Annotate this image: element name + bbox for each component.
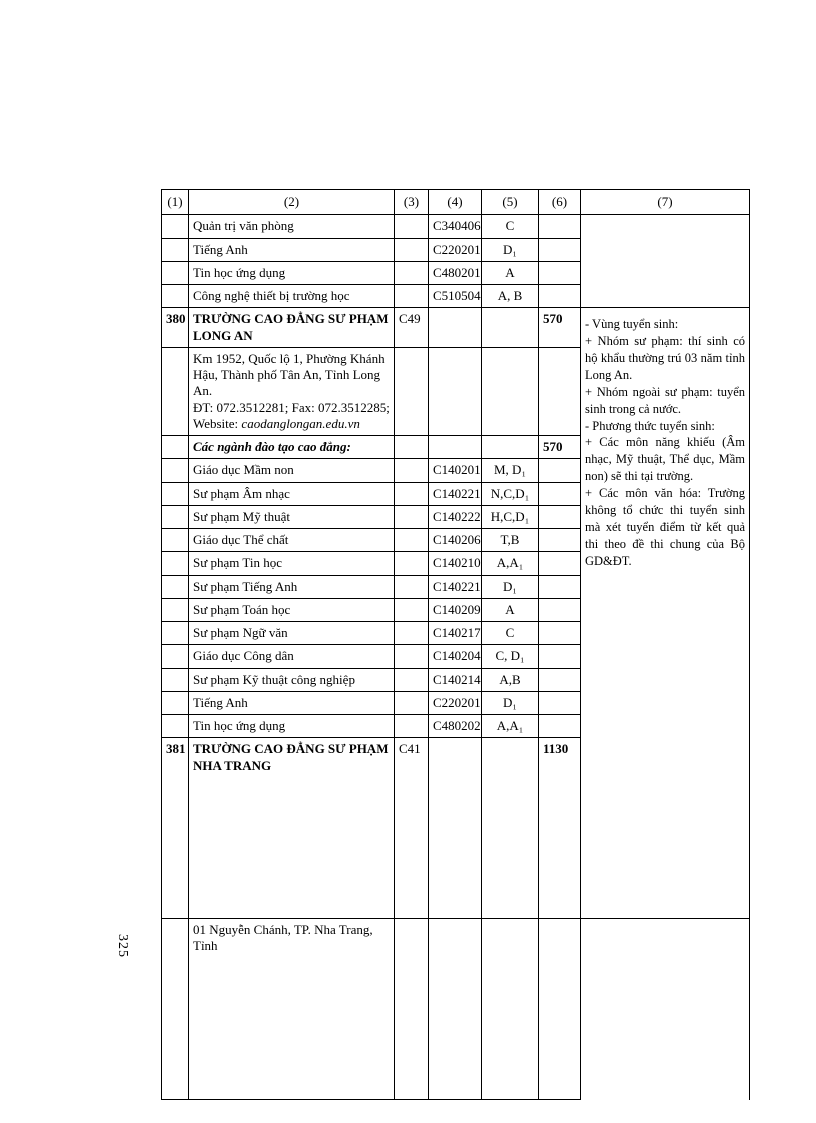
note-line: + Các môn năng khiếu (Âm nhạc, Mỹ thuật, Thể dục, Mầm non) sẽ thi tại trường. — [585, 435, 745, 484]
col-header: (6) — [539, 190, 581, 215]
school-address: 01 Nguyễn Chánh, TP. Nha Trang, Tỉnh — [189, 918, 395, 1099]
exam-group: A,A₁ — [482, 715, 539, 738]
exam-group: A, B — [482, 285, 539, 308]
table-row — [162, 215, 750, 238]
exam-group: C — [482, 215, 539, 238]
school-name: TRƯỜNG CAO ĐẲNG SƯ PHẠM LONG AN — [189, 308, 395, 348]
col-header: (3) — [395, 190, 429, 215]
major-name: Sư phạm Âm nhạc — [189, 482, 395, 505]
exam-group: C — [482, 622, 539, 645]
exam-group: C, D₁ — [482, 645, 539, 668]
major-name: Công nghệ thiết bị trường học — [189, 285, 395, 308]
exam-group: D₁ — [482, 575, 539, 598]
website-label: Website: — [193, 415, 239, 431]
major-code: C220201 — [429, 691, 482, 714]
school-name: TRƯỜNG CAO ĐẲNG SƯ PHẠM NHA TRANG — [189, 738, 395, 919]
note-line: + Nhóm sư phạm: thí sinh có hộ khẩu thường trú 03 năm tỉnh Long An. — [585, 334, 745, 382]
note-line: + Nhóm ngoài sư phạm: tuyển sinh trong cả nước. — [585, 384, 745, 416]
exam-group: A — [482, 261, 539, 284]
major-code: C480202 — [429, 715, 482, 738]
major-code: C480201 — [429, 261, 482, 284]
school-address — [189, 347, 395, 435]
school-quota: 570 — [539, 308, 581, 348]
page-number: 325 — [115, 934, 130, 958]
school-address-row — [162, 918, 750, 1099]
school-stt: 381 — [162, 738, 189, 919]
major-name: Tiếng Anh — [189, 238, 395, 261]
major-code: C140201 — [429, 459, 482, 482]
exam-group: A — [482, 598, 539, 621]
exam-group: D₁ — [482, 691, 539, 714]
major-name: Tiếng Anh — [189, 691, 395, 714]
col-header: (1) — [162, 190, 189, 215]
major-code: C140217 — [429, 622, 482, 645]
major-name: Quản trị văn phòng — [189, 215, 395, 238]
exam-group: M, D₁ — [482, 459, 539, 482]
note-line: - Vùng tuyển sinh: — [585, 317, 679, 332]
major-code: C140210 — [429, 552, 482, 575]
major-name: Giáo dục Thể chất — [189, 529, 395, 552]
major-code: C140221 — [429, 575, 482, 598]
major-code: C140204 — [429, 645, 482, 668]
website-link[interactable]: caodanglongan.edu.vn — [241, 415, 360, 431]
school-row-380 — [162, 308, 750, 348]
col-header: (4) — [429, 190, 482, 215]
school-notes — [581, 308, 750, 919]
major-name: Sư phạm Mỹ thuật — [189, 505, 395, 528]
major-code: C220201 — [429, 238, 482, 261]
major-name: Giáo dục Mầm non — [189, 459, 395, 482]
school-quota: 1130 — [539, 738, 581, 919]
address-line: Km 1952, Quốc lộ 1, Phường Khánh Hậu, Thành phố Tân An, Tỉnh Long An. — [193, 350, 385, 399]
major-name: Sư phạm Kỹ thuật công nghiệp — [189, 668, 395, 691]
major-code: C140214 — [429, 668, 482, 691]
major-name: Giáo dục Công dân — [189, 645, 395, 668]
exam-group: A,A₁ — [482, 552, 539, 575]
section-title: Các ngành đào tạo cao đẳng: — [189, 436, 395, 459]
major-code: C140206 — [429, 529, 482, 552]
col-header: (2) — [189, 190, 395, 215]
major-name: Tin học ứng dụng — [189, 261, 395, 284]
exam-group: N,C,D₁ — [482, 482, 539, 505]
major-name: Tin học ứng dụng — [189, 715, 395, 738]
contact-line: ĐT: 072.3512281; Fax: 072.3512285; — [193, 399, 390, 415]
major-name: Sư phạm Tin học — [189, 552, 395, 575]
col-header: (7) — [581, 190, 750, 215]
col-header: (5) — [482, 190, 539, 215]
major-code: C340406 — [429, 215, 482, 238]
school-code: C49 — [395, 308, 429, 348]
major-name: Sư phạm Tiếng Anh — [189, 575, 395, 598]
major-code: C140222 — [429, 505, 482, 528]
major-code: C140209 — [429, 598, 482, 621]
major-name: Sư phạm Toán học — [189, 598, 395, 621]
major-code: C510504 — [429, 285, 482, 308]
header-row — [162, 190, 750, 215]
admissions-table — [161, 189, 750, 1100]
exam-group: A,B — [482, 668, 539, 691]
major-code: C140221 — [429, 482, 482, 505]
exam-group: T,B — [482, 529, 539, 552]
website-line — [193, 416, 390, 432]
note-line: - Phương thức tuyển sinh: — [585, 418, 715, 433]
exam-group: D₁ — [482, 238, 539, 261]
section-quota: 570 — [539, 436, 581, 459]
major-name: Sư phạm Ngữ văn — [189, 622, 395, 645]
exam-group: H,C,D₁ — [482, 505, 539, 528]
note-line: + Các môn văn hóa: Trường không tổ chức thi tuyển sinh mà xét tuyển điểm từ kết quả thi theo đề thi chung của Bộ GD&ĐT. — [585, 486, 745, 568]
school-stt: 380 — [162, 308, 189, 348]
school-code: C41 — [395, 738, 429, 919]
